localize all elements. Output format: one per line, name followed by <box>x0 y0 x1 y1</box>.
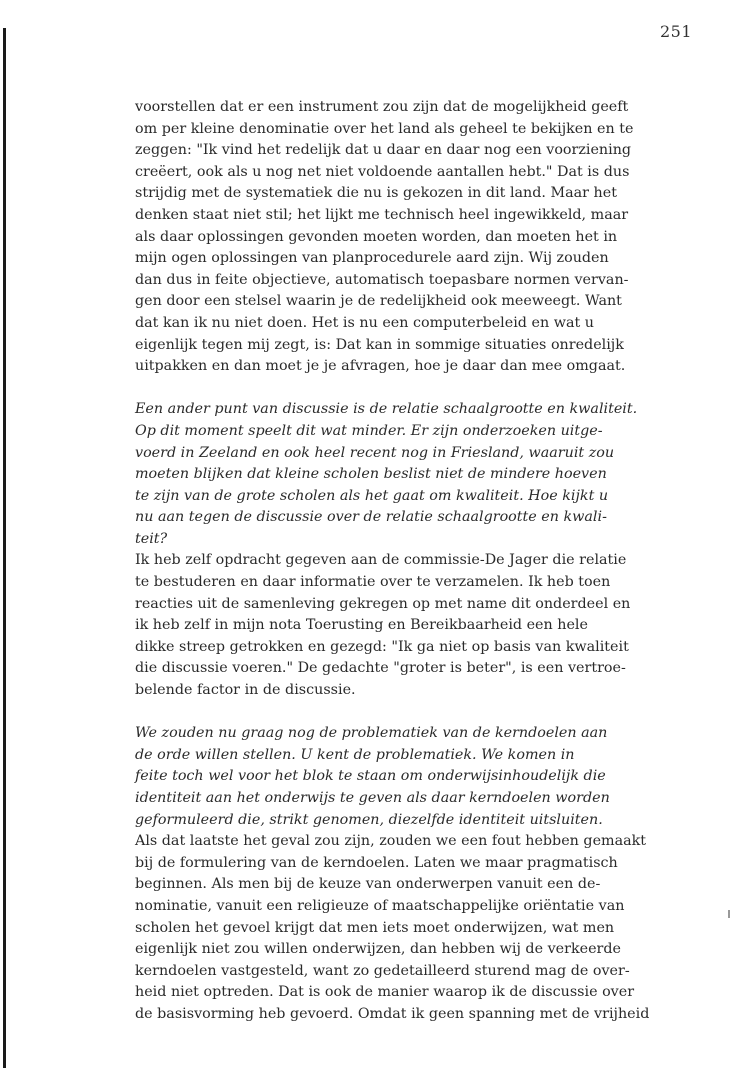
text-line: dat kan ik nu niet doen. Het is nu een computerbeleid en wat u <box>135 314 594 331</box>
text-line: moeten blijken dat kleine scholen beslist niet de mindere hoeven <box>135 466 607 483</box>
text-line: nominatie, vanuit een religieuze of maatschappelijke oriëntatie van <box>135 897 625 914</box>
text-line: geformuleerd die, strikt genomen, diezelfde identiteit uitsluiten. <box>135 811 603 828</box>
text-line: Ik heb zelf opdracht gegeven aan de commissie-De Jager die relatie <box>135 552 627 569</box>
text-line: om per kleine denominatie over het land als geheel te bekijken en te <box>135 120 634 137</box>
paragraph-answer-1 <box>135 97 695 378</box>
text-line: voorstellen dat er een instrument zou zijn dat de mogelijkheid geeft <box>135 99 629 115</box>
text-line: nu aan tegen de discussie over de relatie schaalgrootte en kwali- <box>135 509 607 526</box>
text-line: teit? <box>135 530 168 547</box>
text-line: te zijn van de grote scholen als het gaat om kwaliteit. Hoe kijkt u <box>135 487 609 504</box>
text-line: gen door een stelsel waarin je de redelijkheid ook meeweegt. Want <box>135 293 622 310</box>
text-line: dan dus in feite objectieve, automatisch toepasbare normen vervan- <box>135 271 629 288</box>
text-line: reacties uit de samenleving gekregen op met name dit onderdeel en <box>135 595 631 612</box>
text-line: uitpakken en dan moet je je afvragen, hoe je daar dan mee omgaat. <box>135 358 626 375</box>
text-line: dikke streep getrokken en gezegd: "Ik ga niet op basis van kwaliteit <box>135 638 629 655</box>
text-line: Een ander punt van discussie is de relatie schaalgrootte en kwaliteit. <box>135 401 638 418</box>
scan-speck <box>728 910 730 918</box>
text-line: strijdig met de systematiek die nu is gekozen in dit land. Maar het <box>135 185 617 202</box>
text-line: de orde willen stellen. U kent de problematiek. We komen in <box>135 746 575 763</box>
text-line: belende factor in de discussie. <box>135 682 356 699</box>
text-line: kerndoelen vastgesteld, want zo gedetailleerd sturend mag de over- <box>135 962 630 979</box>
text-line: bij de formulering van de kerndoelen. Laten we maar pragmatisch <box>135 854 618 871</box>
text-line: scholen het gevoel krijgt dat men iets moet onderwijzen, wat men <box>135 919 615 936</box>
text-line: feite toch wel voor het blok te staan om onderwijsinhoudelijk die <box>135 768 606 785</box>
text-line: identiteit aan het onderwijs te geven als daar kerndoelen worden <box>135 790 610 806</box>
text-line: eigenlijk tegen mij zegt, is: Dat kan in sommige situaties onredelijk <box>135 336 624 353</box>
page-number: 251 <box>659 22 692 41</box>
paragraph-question-1 <box>135 399 695 550</box>
paragraph-gap <box>135 702 695 724</box>
text-line: die discussie voeren." De gedachte "groter is beter", is een vertroe- <box>135 660 626 677</box>
text-line: denken staat niet stil; het lijkt me technisch heel ingewikkeld, maar <box>135 206 629 223</box>
text-line: heid niet optreden. Dat is ook de manier waarop ik de discussie over <box>135 984 635 1001</box>
text-line: Op dit moment speelt dit wat minder. Er zijn onderzoeken uitge- <box>135 422 603 439</box>
paragraph-answer-2 <box>135 550 695 701</box>
paragraph-gap <box>135 378 695 400</box>
text-line: beginnen. Als men bij de keuze van onderwerpen vanuit een de- <box>135 876 601 893</box>
paragraph-question-2 <box>135 723 695 831</box>
text-line: mijn ogen oplossingen van planprocedurele aard zijn. Wij zouden <box>135 250 609 267</box>
text-line: de basisvorming heb gevoerd. Omdat ik geen spanning met de vrijheid <box>135 1005 650 1022</box>
text-line: eigenlijk niet zou willen onderwijzen, dan hebben wij de verkeerde <box>135 941 621 958</box>
text-line: Als dat laatste het geval zou zijn, zouden we een fout hebben gemaakt <box>135 833 647 850</box>
text-line: zeggen: "Ik vind het redelijk dat u daar en daar nog een voorziening <box>135 142 632 159</box>
paragraph-answer-3 <box>135 831 695 1025</box>
body-text <box>135 97 695 1026</box>
text-line: te bestuderen en daar informatie over te verzamelen. Ik heb toen <box>135 574 611 591</box>
text-line: creëert, ook als u nog net niet voldoende aantallen hebt." Dat is dus <box>135 163 630 180</box>
text-line: We zouden nu graag nog de problematiek van de kerndoelen aan <box>135 725 608 742</box>
text-line: voerd in Zeeland en ook heel recent nog in Friesland, waaruit zou <box>135 444 615 461</box>
text-line: als daar oplossingen gevonden moeten worden, dan moeten het in <box>135 228 618 245</box>
text-line: ik heb zelf in mijn nota Toerusting en Bereikbaarheid een hele <box>135 617 588 634</box>
scan-edge-rule <box>3 28 6 1068</box>
